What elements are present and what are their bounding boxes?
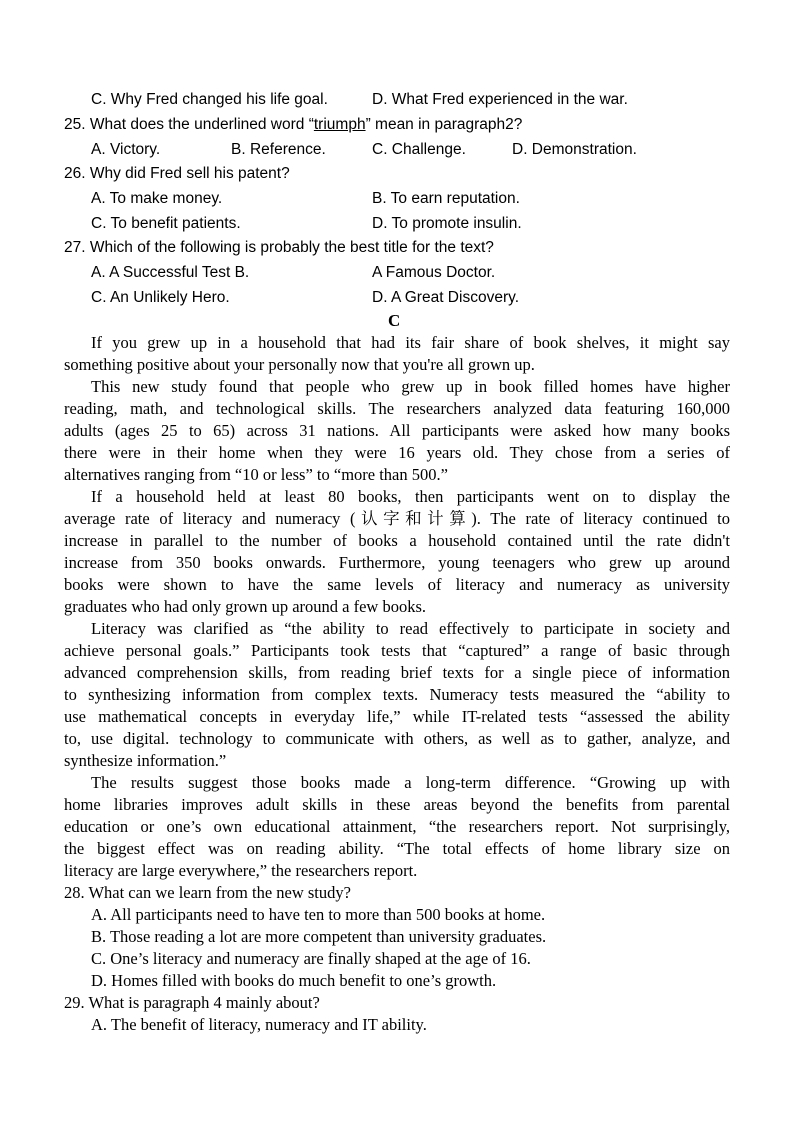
passage-p3-line: average rate of literacy and numeracy (认字和计算). The rate of literacy continued to bbox=[64, 509, 730, 528]
passage-p2-line: alternatives ranging from “10 or less” to “more than 500.” bbox=[64, 465, 448, 484]
q28-option-b: B. Those reading a lot are more competent than university graduates. bbox=[91, 927, 547, 946]
q28-option-c: C. One’s literacy and numeracy are finally shaped at the age of 16. bbox=[91, 949, 531, 968]
q26-option-a: A. To make money. bbox=[91, 190, 223, 207]
q25-underlined-word: triumph bbox=[313, 116, 366, 133]
q27-option-a: A. A Successful Test B. bbox=[91, 264, 250, 281]
passage-p3-line: If a household held at least 80 books, then participants went on to display the bbox=[91, 487, 730, 506]
passage-p5-line: the biggest effect was on reading ability. “The total effects of home library size on bbox=[64, 839, 730, 858]
q28-option-a: A. All participants need to have ten to more than 500 books at home. bbox=[91, 905, 546, 924]
q26-option-d: D. To promote insulin. bbox=[372, 215, 522, 232]
passage-p4-line: synthesize information.” bbox=[64, 751, 227, 770]
passage-p2-line: there were in their home when they were 16 years old. They chose from a series of bbox=[64, 443, 730, 462]
passage-p4-line: advanced comprehension skills, from reading brief texts for a single piece of information bbox=[64, 663, 730, 682]
q25-option-d: D. Demonstration. bbox=[512, 141, 637, 158]
q25-option-b: B. Reference. bbox=[231, 141, 326, 158]
q26-stem: 26. Why did Fred sell his patent? bbox=[64, 165, 290, 182]
q27-option-d: D. A Great Discovery. bbox=[372, 289, 520, 306]
section-heading: C bbox=[388, 311, 401, 330]
q28-option-d: D. Homes filled with books do much benefit to one’s growth. bbox=[91, 971, 497, 990]
q24-option-d: D. What Fred experienced in the war. bbox=[372, 91, 628, 108]
passage-p3-line: graduates who had only grown up around a few books. bbox=[64, 597, 427, 616]
q25-option-a: A. Victory. bbox=[91, 141, 161, 158]
passage-p2-line: This new study found that people who grew up in book filled homes have higher bbox=[91, 377, 730, 396]
passage-p5-line: literacy are large everywhere,” the researchers report. bbox=[64, 861, 418, 880]
q24-option-c: C. Why Fred changed his life goal. bbox=[91, 91, 328, 108]
passage-p4-line: use mathematical concepts in everyday life,” while IT-related tests “assessed the ability bbox=[64, 707, 730, 726]
passage-p1-line: something positive about your personally now that you're all grown up. bbox=[64, 355, 535, 374]
q26-option-c: C. To benefit patients. bbox=[91, 215, 241, 232]
passage-p5-line: The results suggest those books made a long-term difference. “Growing up with bbox=[91, 773, 730, 792]
q27-option-c: C. An Unlikely Hero. bbox=[91, 289, 230, 306]
q25-stem bbox=[64, 115, 522, 135]
q28-stem: 28. What can we learn from the new study? bbox=[64, 883, 351, 902]
passage-p3-line: books were shown to have the same levels of literacy and numeracy as university bbox=[64, 575, 730, 594]
q25-option-c: C. Challenge. bbox=[372, 141, 466, 158]
passage-p4-line: to, use digital. technology to communicate with others, as well as to gather, analyze, and bbox=[64, 729, 730, 748]
passage-p3-line: increase from 350 books onwards. Furthermore, young teenagers who grew up around bbox=[64, 553, 730, 572]
passage-p2-line: adults (ages 25 to 65) across 31 nations. All participants were asked how many books bbox=[64, 421, 730, 440]
passage-p5-line: home libraries improves adult skills in these areas beyond the benefits from parental bbox=[64, 795, 730, 814]
passage-p4-line: to synthesizing information from complex texts. Numeracy tests measured the “ability to bbox=[64, 685, 730, 704]
q27-option-b: A Famous Doctor. bbox=[372, 264, 496, 281]
passage-p1-line: If you grew up in a household that had its fair share of book shelves, it might say bbox=[91, 333, 730, 352]
passage-p3-line: increase in parallel to the number of books a household contained until the rate didn't bbox=[64, 531, 730, 550]
passage-p5-line: education or one’s own educational attainment, “the researchers report. Not surprisingly, bbox=[64, 817, 730, 836]
q25-stem-post: ” mean in paragraph2? bbox=[365, 116, 523, 133]
q27-stem: 27. Which of the following is probably the best title for the text? bbox=[64, 239, 494, 256]
passage-p4-line: achieve personal goals.” Participants took tests that “captured” a range of basic through bbox=[64, 641, 730, 660]
passage-p2-line: reading, math, and technological skills. The researchers analyzed data featuring 160,000 bbox=[64, 399, 730, 418]
q29-stem: 29. What is paragraph 4 mainly about? bbox=[64, 993, 320, 1012]
q29-option-a: A. The benefit of literacy, numeracy and IT ability. bbox=[91, 1015, 427, 1034]
q25-stem-pre: 25. What does the underlined word “ bbox=[64, 116, 314, 133]
q26-option-b: B. To earn reputation. bbox=[372, 190, 520, 207]
passage-p4-line: Literacy was clarified as “the ability to read effectively to participate in society and bbox=[91, 619, 730, 638]
